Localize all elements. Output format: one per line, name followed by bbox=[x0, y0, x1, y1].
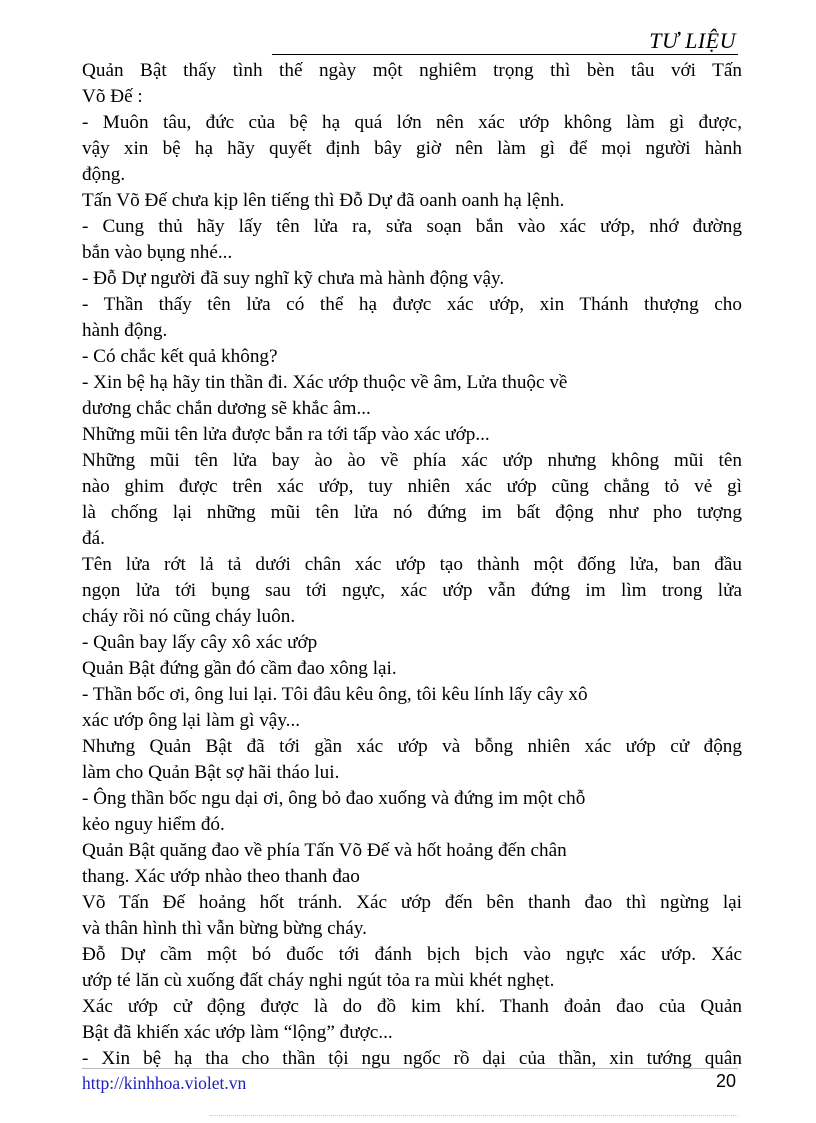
text-line: Đỗ Dự cầm một bó đuốc tới đánh bịch bịch vào ngực xác ướp. Xác bbox=[82, 944, 742, 965]
text-line: ngọn lửa tới bụng sau tới ngực, xác ướp vẫn đứng im lìm trong lửa bbox=[82, 580, 742, 601]
text-line: Quản Bật đứng gần đó cầm đao xông lại. bbox=[82, 658, 397, 679]
text-line: nào ghim được trên xác ướp, tuy nhiên xác ướp cũng chẳng tỏ vẻ gì bbox=[82, 476, 742, 497]
footer-divider bbox=[82, 1068, 738, 1069]
text-line: vậy xin bệ hạ hãy quyết định bây giờ nên làm gì để mọi người hành bbox=[82, 138, 742, 159]
page-header bbox=[272, 26, 738, 55]
text-line: Tấn Võ Đế chưa kịp lên tiếng thì Đỗ Dự đã oanh oanh hạ lệnh. bbox=[82, 190, 565, 211]
body-text bbox=[82, 58, 742, 1072]
text-line: - Xin bệ hạ hãy tin thần đi. Xác ướp thuộc về âm, Lửa thuộc về bbox=[82, 372, 568, 393]
text-line: - Có chắc kết quả không? bbox=[82, 346, 278, 367]
text-line: - Ông thần bốc ngu dại ơi, ông bỏ đao xuống và đứng im một chỗ bbox=[82, 788, 586, 809]
text-line: Xác ướp cử động được là do đồ kim khí. Thanh đoản đao của Quản bbox=[82, 996, 742, 1017]
text-line: và thân hình thì vẫn bừng bừng cháy. bbox=[82, 918, 367, 939]
page-number: 20 bbox=[715, 1071, 736, 1091]
text-line: thang. Xác ướp nhào theo thanh đao bbox=[82, 866, 360, 887]
text-line: - Muôn tâu, đức của bệ hạ quá lớn nên xác ướp không làm gì được, bbox=[82, 112, 742, 133]
text-line: Những mũi tên lửa bay ào ào về phía xác ướp nhưng không mũi tên bbox=[82, 450, 742, 471]
text-line: động. bbox=[82, 164, 126, 185]
text-line: - Cung thủ hãy lấy tên lửa ra, sửa soạn bắn vào xác ướp, nhớ đường bbox=[82, 216, 742, 237]
footer-link[interactable]: http://kinhhoa.violet.vn bbox=[82, 1073, 247, 1093]
text-line: cháy rồi nó cũng cháy luôn. bbox=[82, 606, 296, 627]
text-line: ướp té lăn cù xuống đất cháy nghi ngút tỏa ra mùi khét nghẹt. bbox=[82, 970, 555, 991]
text-line: - Xin bệ hạ tha cho thần tội ngu ngốc rồ dại của thần, xin tướng quân bbox=[82, 1048, 742, 1069]
text-line: làm cho Quản Bật sợ hãi tháo lui. bbox=[82, 762, 340, 783]
text-line: là chống lại những mũi tên lửa nó đứng im bất động như pho tượng bbox=[82, 502, 742, 523]
text-line: bắn vào bụng nhé... bbox=[82, 242, 233, 263]
text-line: Tên lửa rớt lả tả dưới chân xác ướp tạo thành một đống lửa, ban đầu bbox=[82, 554, 742, 575]
text-line: đá. bbox=[82, 528, 105, 549]
text-line: dương chắc chắn dương sẽ khắc âm... bbox=[82, 398, 371, 419]
text-line: Những mũi tên lửa được bắn ra tới tấp vào xác ướp... bbox=[82, 424, 490, 445]
text-line: Nhưng Quản Bật đã tới gần xác ướp và bỗng nhiên xác ướp cử động bbox=[82, 736, 742, 757]
text-line: - Thần thấy tên lửa có thể hạ được xác ướp, xin Thánh thượng cho bbox=[82, 294, 742, 315]
text-line: - Đỗ Dự người đã suy nghĩ kỹ chưa mà hành động vậy. bbox=[82, 268, 505, 289]
text-line: - Quân bay lấy cây xô xác ướp bbox=[82, 632, 318, 653]
text-line: Quản Bật thấy tình thế ngày một nghiêm trọng thì bèn tâu với Tấn bbox=[82, 60, 742, 81]
text-line: xác ướp ông lại làm gì vậy... bbox=[82, 710, 301, 731]
text-line: Võ Đế : bbox=[82, 86, 143, 107]
text-line: Quản Bật quăng đao về phía Tấn Võ Đế và hốt hoảng đến chân bbox=[82, 840, 567, 861]
text-line: Bật đã khiến xác ướp làm “lộng” được... bbox=[82, 1022, 393, 1043]
text-line: kẻo nguy hiểm đó. bbox=[82, 814, 225, 835]
text-line: Võ Tấn Đế hoảng hốt tránh. Xác ướp đến bên thanh đao thì ngừng lại bbox=[82, 892, 742, 913]
header-label: TƯ LIỆU bbox=[649, 28, 736, 53]
text-line: - Thần bốc ơi, ông lui lại. Tôi đâu kêu ông, tôi kêu lính lấy cây xô bbox=[82, 684, 588, 705]
text-line: hành động. bbox=[82, 320, 168, 341]
bottom-divider bbox=[210, 1115, 738, 1116]
